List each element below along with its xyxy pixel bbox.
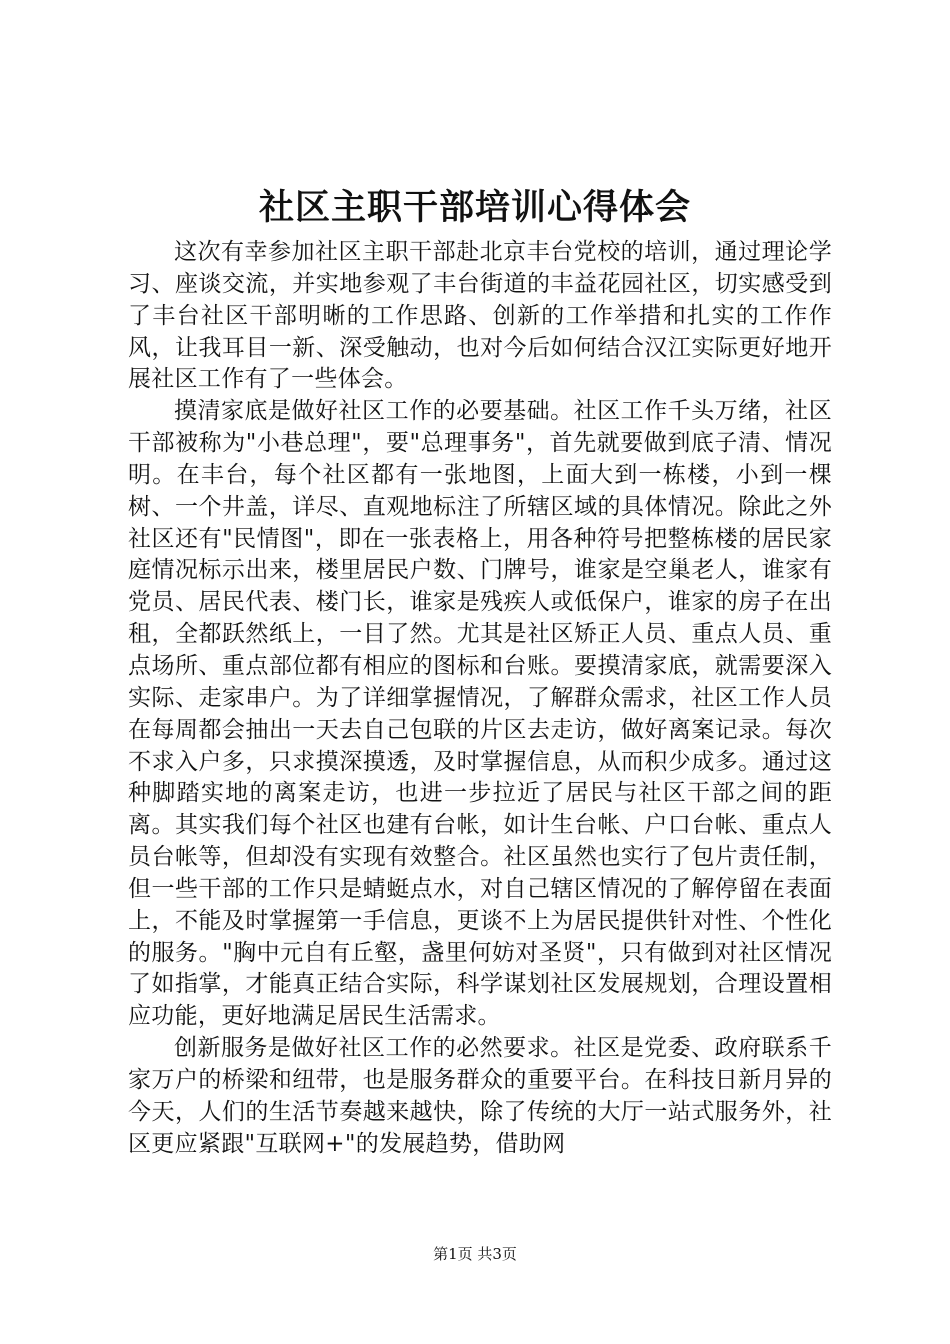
paragraph-innovation: 创新服务是做好社区工作的必然要求。社区是党委、政府联系千家万户的桥梁和纽带，也是服务群众的重要平台。在科技日新月异的今天，人们的生活节奏越来越快，除了传统的大厅一站式服务外，社区更应紧跟"互联网+"的发展趋势，借助网: [128, 1035, 832, 1157]
paragraph-intro: 这次有幸参加社区主职干部赴北京丰台党校的培训，通过理论学习、座谈交流，并实地参观了丰台街道的丰益花园社区，切实感受到了丰台社区干部明晰的工作思路、创新的工作举措和扎实的工作作风，让我耳目一新、深受触动，也对今后如何结合汉江实际更好地开展社区工作有了一些体会。: [128, 239, 832, 393]
page-footer: 第1页 共3页: [433, 1245, 517, 1263]
paragraph-basics: 摸清家底是做好社区工作的必要基础。社区工作千头万绪，社区干部被称为"小巷总理"，要"总理事务"，首先就要做到底子清、情况明。在丰台，每个社区都有一张地图，上面大到一栋楼，小到一棵树、一个井盖，详尽、直观地标注了所辖区域的具体情况。除此之外社区还有"民情图"，即在一张表格上，用各种符号把整栋楼的居民家庭情况标示出来，楼里居民户数、门牌号，谁家是空巢老人，谁家有党员、居民代表、楼门长，谁家是残疾人或低保户，谁家的房子在出租，全都跃然纸上，一目了然。尤其是社区矫正人员、重点人员、重点场所、重点部位都有相应的图标和台账。要摸清家底，就需要深入实际、走家串户。为了详细掌握情况，了解群众需求，社区工作人员在每周都会抽出一天去自己包联的片区去走访，做好离案记录。每次不求入户多，只求摸深摸透，及时掌握信息，从而积少成多。通过这种脚踏实地的离案走访，也进一步拉近了居民与社区干部之间的距离。其实我们每个社区也建有台帐，如计生台帐、户口台帐、重点人员台帐等，但却没有实现有效整合。社区虽然也实行了包片责任制，但一些干部的工作只是蜻蜓点水，对自己辖区情况的了解停留在表面上，不能及时掌握第一手信息，更谈不上为居民提供针对性、个性化的服务。"胸中元自有丘壑，盏里何妨对圣贤"，只有做到对社区情况了如指掌，才能真正结合实际，科学谋划社区发展规划，合理设置相应功能，更好地满足居民生活需求。: [128, 398, 832, 1030]
document-title: 社区主职干部培训心得体会: [258, 187, 691, 228]
document-body: [128, 237, 832, 1160]
